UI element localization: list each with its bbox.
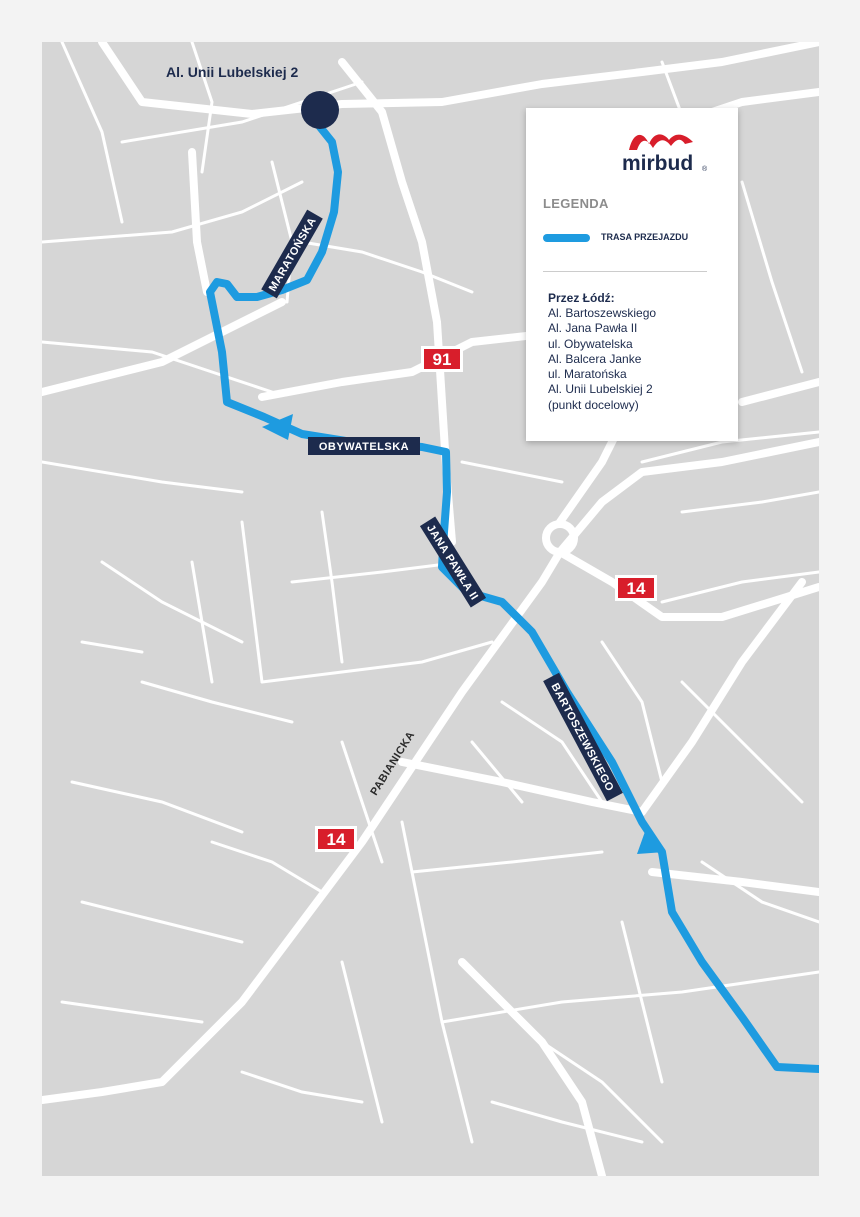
via-item: (punkt docelowy) (548, 397, 639, 412)
via-item: Al. Balcera Janke (548, 351, 642, 366)
destination-marker-icon[interactable] (301, 91, 339, 129)
svg-text:JANA PAWŁA II: JANA PAWŁA II (424, 522, 481, 603)
via-list (548, 306, 656, 413)
via-item: Al. Jana Pawła II (548, 321, 638, 336)
road-badge-14-east (615, 575, 657, 601)
svg-text:PABIANICKA: PABIANICKA (368, 729, 418, 798)
svg-text:91: 91 (432, 350, 452, 369)
legend-title: LEGENDA (543, 196, 609, 211)
street-label-obywatelska (308, 437, 420, 455)
legend-divider (543, 271, 707, 272)
route-swatch-icon (543, 234, 590, 242)
svg-text:mirbud: mirbud (622, 152, 694, 175)
svg-text:14: 14 (626, 579, 646, 598)
via-title: Przez Łódź: (548, 291, 615, 305)
via-item: Al. Unii Lubelskiej 2 (548, 382, 653, 397)
via-item: ul. Maratońska (548, 367, 627, 382)
mirbud-logo (621, 126, 713, 178)
svg-text:BARTOSZEWSKIEGO: BARTOSZEWSKIEGO (548, 681, 616, 794)
svg-text:14: 14 (326, 830, 346, 849)
road-badge-91 (421, 346, 463, 372)
route-legend-label: TRASA PRZEJAZDU (601, 232, 689, 242)
svg-text:MARATOŃSKA: MARATOŃSKA (266, 215, 319, 294)
via-item: ul. Obywatelska (548, 336, 633, 351)
via-item: Al. Bartoszewskiego (548, 306, 657, 320)
svg-text:OBYWATELSKA: OBYWATELSKA (318, 441, 410, 453)
road-badge-14-south (315, 826, 357, 852)
legend-panel (526, 108, 738, 441)
svg-text:®: ® (702, 166, 708, 173)
destination-label: Al. Unii Lubelskiej 2 (166, 64, 299, 80)
